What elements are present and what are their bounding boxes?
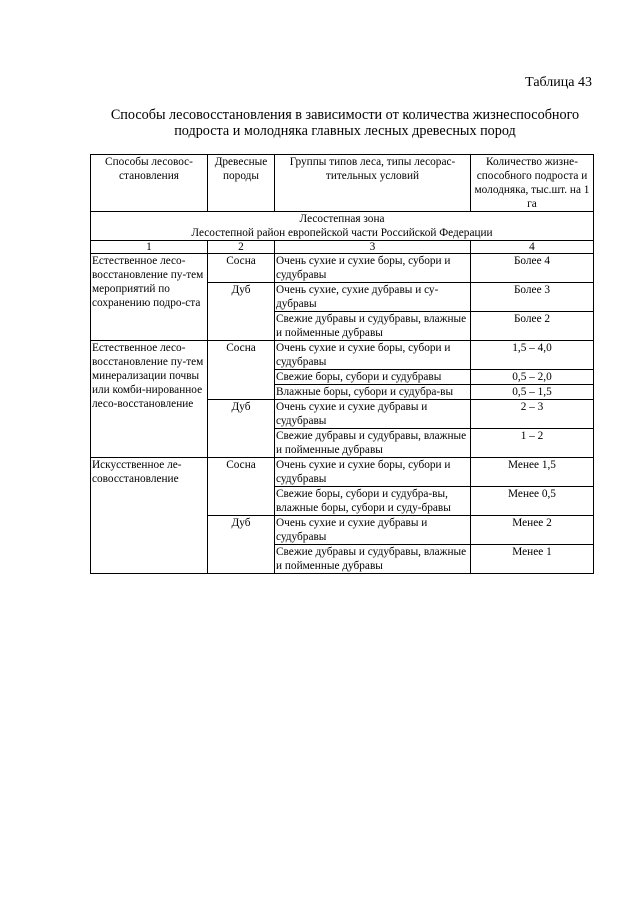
table-row [91, 341, 594, 370]
forest-type-cell: Очень сухие, сухие дубравы и су-дубравы [275, 283, 471, 312]
table-row [91, 254, 594, 283]
method-cell: Естественное лесо-восстановление пу-тем мероприятий по сохранению подро-ста [91, 254, 208, 341]
amount-cell: Более 2 [471, 312, 594, 341]
amount-cell: Менее 0,5 [471, 487, 594, 516]
forest-type-cell: Очень сухие и сухие боры, субори и судубравы [275, 341, 471, 370]
amount-cell: 0,5 – 1,5 [471, 385, 594, 400]
forest-type-cell: Очень сухие и сухие дубравы и судубравы [275, 400, 471, 429]
column-number: 3 [275, 241, 471, 254]
amount-cell: 1,5 – 4,0 [471, 341, 594, 370]
zone-cell [91, 212, 594, 241]
amount-cell: Более 4 [471, 254, 594, 283]
species-cell: Сосна [208, 458, 275, 516]
forest-type-cell: Свежие дубравы и судубравы, влажные и пойменные дубравы [275, 429, 471, 458]
region-name: Лесостепной район европейской части Российской Федерации [191, 227, 493, 239]
forest-type-cell: Свежие боры, субори и судубра-вы, влажные боры, субори и суду-бравы [275, 487, 471, 516]
forest-type-cell: Свежие боры, субори и судубравы [275, 370, 471, 385]
title-line-2: подроста и молодняка главных лесных древесных пород [174, 123, 516, 139]
header-forest-types: Группы типов леса, типы лесорас-тительных условий [275, 155, 471, 212]
forest-type-cell: Влажные боры, субори и судубра-вы [275, 385, 471, 400]
zone-name: Лесостепная зона [299, 213, 385, 225]
forest-type-cell: Свежие дубравы и судубравы, влажные и пойменные дубравы [275, 545, 471, 574]
zone-row [91, 212, 594, 241]
title-line-1: Способы лесовосстановления в зависимости от количества жизнеспособного [110, 107, 580, 123]
column-number-row [91, 241, 594, 254]
amount-cell: Менее 2 [471, 516, 594, 545]
amount-cell: Менее 1 [471, 545, 594, 574]
reforestation-table [90, 154, 594, 574]
forest-type-cell: Свежие дубравы и судубравы, влажные и пойменные дубравы [275, 312, 471, 341]
species-cell: Дуб [208, 283, 275, 341]
header-row [91, 155, 594, 212]
table-number: Таблица 43 [525, 75, 592, 90]
table-title [80, 107, 610, 139]
forest-type-cell: Очень сухие и сухие боры, субори и судубравы [275, 458, 471, 487]
method-cell: Естественное лесо-восстановление пу-тем минерализации почвы или комби-нированное лесо-восстановление [91, 341, 208, 458]
header-species: Древесные породы [208, 155, 275, 212]
species-cell: Сосна [208, 341, 275, 400]
amount-cell: 1 – 2 [471, 429, 594, 458]
species-cell: Дуб [208, 400, 275, 458]
column-number: 1 [91, 241, 208, 254]
amount-cell: 2 – 3 [471, 400, 594, 429]
method-cell: Искусственное ле-совосстановление [91, 458, 208, 574]
table-row [91, 458, 594, 487]
forest-type-cell: Очень сухие и сухие дубравы и судубравы [275, 516, 471, 545]
header-amount: Количество жизне-способного подроста и молодняка, тыс.шт. на 1 га [471, 155, 594, 212]
column-number: 4 [471, 241, 594, 254]
species-cell: Сосна [208, 254, 275, 283]
amount-cell: 0,5 – 2,0 [471, 370, 594, 385]
amount-cell: Менее 1,5 [471, 458, 594, 487]
header-method: Способы лесовос-становления [91, 155, 208, 212]
amount-cell: Более 3 [471, 283, 594, 312]
forest-type-cell: Очень сухие и сухие боры, субори и судубравы [275, 254, 471, 283]
species-cell: Дуб [208, 516, 275, 574]
column-number: 2 [208, 241, 275, 254]
